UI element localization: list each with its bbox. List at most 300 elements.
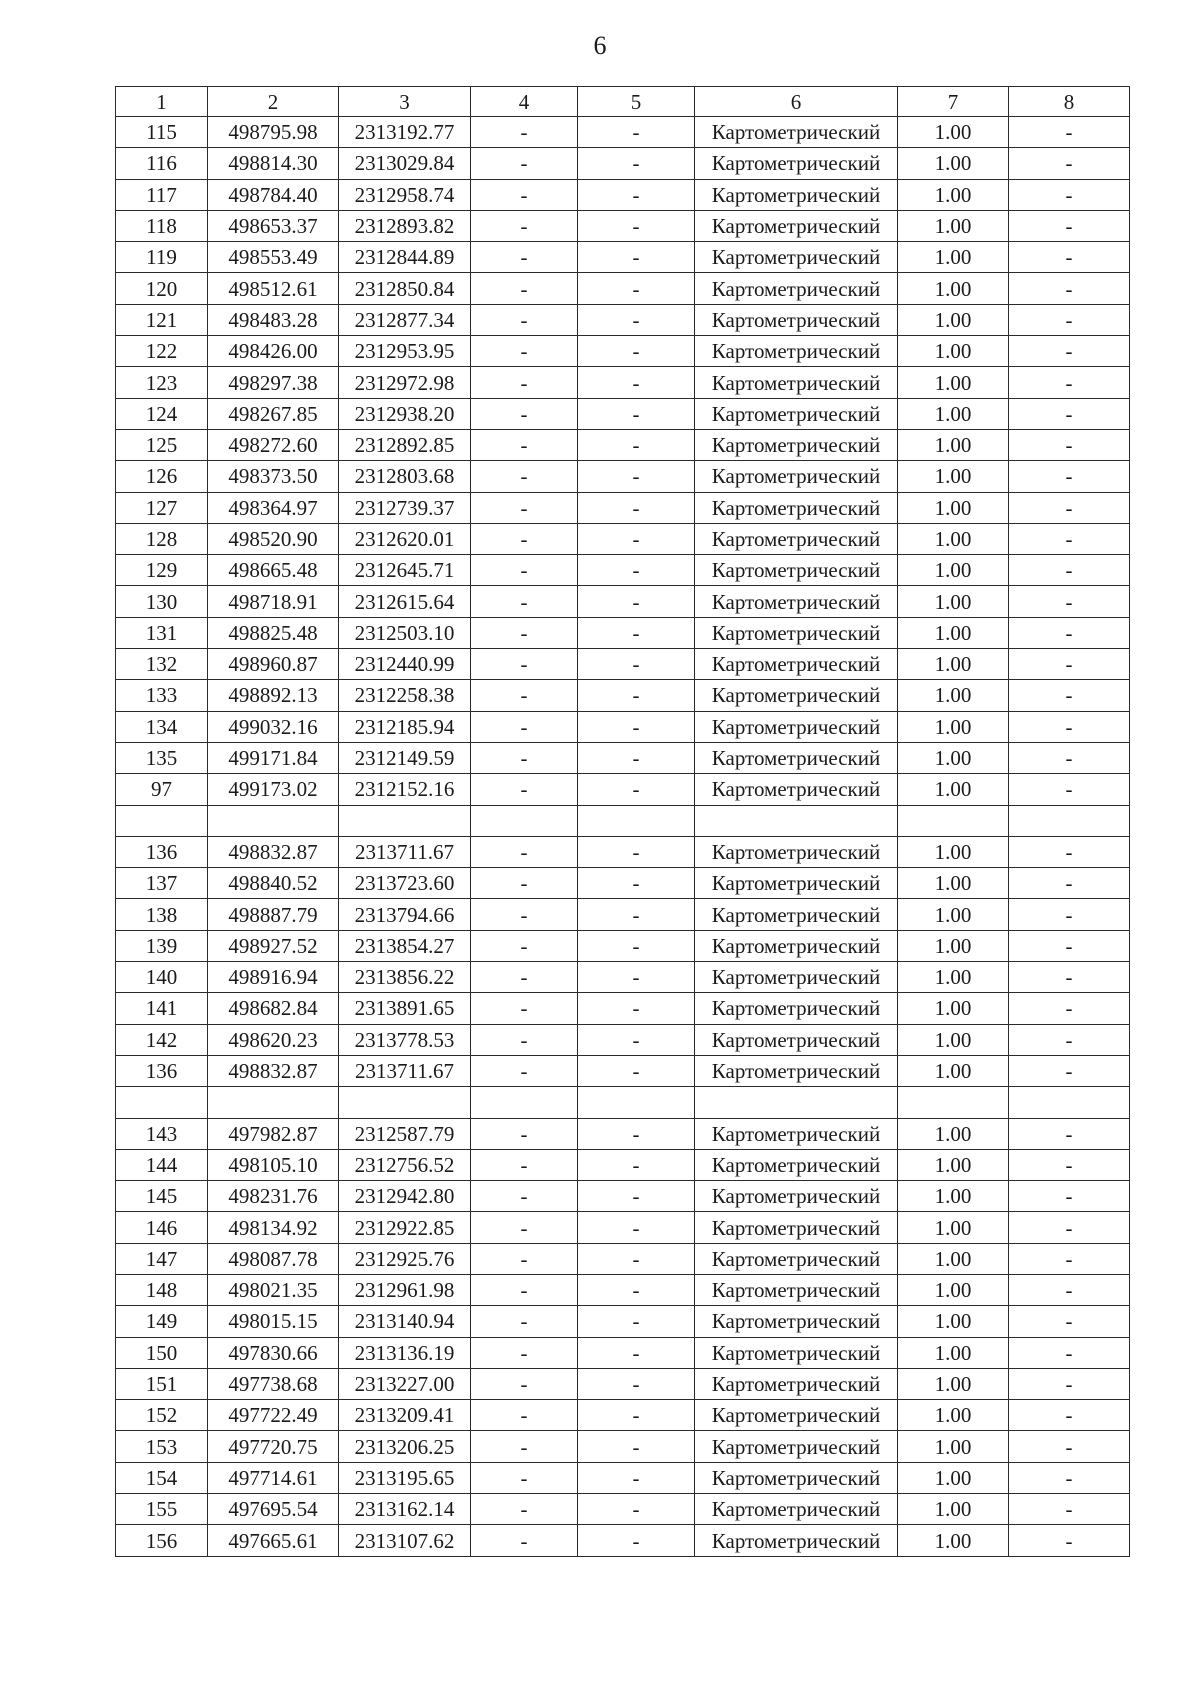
table-cell: 1.00 — [898, 1149, 1009, 1180]
table-cell: 118 — [116, 210, 208, 241]
table-cell: 1.00 — [898, 117, 1009, 148]
table-cell: Картометрический — [695, 617, 898, 648]
table-row — [116, 1024, 1130, 1055]
table-row — [116, 1337, 1130, 1368]
table-cell: 2312258.38 — [339, 680, 471, 711]
table-cell: - — [471, 742, 578, 773]
table-cell: - — [578, 1306, 695, 1337]
table-cell: - — [1009, 1494, 1130, 1525]
table-cell: 498553.49 — [208, 242, 339, 273]
table-cell: Картометрический — [695, 1118, 898, 1149]
table-row — [116, 210, 1130, 241]
table-cell: - — [578, 1431, 695, 1462]
table-cell: - — [471, 210, 578, 241]
column-header: 7 — [898, 87, 1009, 117]
table-cell — [695, 1087, 898, 1118]
table-cell: 2312645.71 — [339, 555, 471, 586]
table-cell: 137 — [116, 868, 208, 899]
table-cell: - — [471, 398, 578, 429]
table-cell: 132 — [116, 649, 208, 680]
table-cell: - — [1009, 1306, 1130, 1337]
table-row — [116, 962, 1130, 993]
table-cell: 2312893.82 — [339, 210, 471, 241]
table-cell: 2313162.14 — [339, 1494, 471, 1525]
table-cell: 2313891.65 — [339, 993, 471, 1024]
table-cell: 1.00 — [898, 1337, 1009, 1368]
table-row — [116, 1181, 1130, 1212]
table-cell: - — [1009, 1525, 1130, 1556]
table-cell: 136 — [116, 836, 208, 867]
table-cell: Картометрический — [695, 1462, 898, 1493]
table-cell: 498814.30 — [208, 148, 339, 179]
table-cell: Картометрический — [695, 1024, 898, 1055]
table-cell: - — [1009, 836, 1130, 867]
table-cell — [471, 805, 578, 836]
table-cell: - — [471, 1368, 578, 1399]
table-cell: 498426.00 — [208, 336, 339, 367]
table-cell: 2313209.41 — [339, 1400, 471, 1431]
table-cell: Картометрический — [695, 242, 898, 273]
table-cell: - — [1009, 930, 1130, 961]
table-cell: 155 — [116, 1494, 208, 1525]
table-cell: 2312756.52 — [339, 1149, 471, 1180]
table-row — [116, 367, 1130, 398]
table-cell: 151 — [116, 1368, 208, 1399]
table-cell: Картометрический — [695, 649, 898, 680]
table-cell: - — [471, 367, 578, 398]
table-cell: - — [471, 336, 578, 367]
table-cell: - — [471, 1149, 578, 1180]
table-cell: 498512.61 — [208, 273, 339, 304]
table-cell: 498297.38 — [208, 367, 339, 398]
table-cell: - — [1009, 1243, 1130, 1274]
table-cell: Картометрический — [695, 1368, 898, 1399]
table-cell: 156 — [116, 1525, 208, 1556]
table-cell: 123 — [116, 367, 208, 398]
table-cell: 1.00 — [898, 1181, 1009, 1212]
table-cell: 497738.68 — [208, 1368, 339, 1399]
table-row — [116, 461, 1130, 492]
table-cell: - — [578, 1525, 695, 1556]
table-row — [116, 555, 1130, 586]
table-cell: 115 — [116, 117, 208, 148]
table-cell: Картометрический — [695, 461, 898, 492]
table-cell: 498832.87 — [208, 1055, 339, 1086]
table-cell: 1.00 — [898, 1306, 1009, 1337]
table-cell: 1.00 — [898, 1212, 1009, 1243]
table-cell: 1.00 — [898, 617, 1009, 648]
table-cell: - — [578, 367, 695, 398]
table-cell: 142 — [116, 1024, 208, 1055]
table-cell: 2312844.89 — [339, 242, 471, 273]
table-row — [116, 1243, 1130, 1274]
table-body — [116, 117, 1130, 1557]
table-cell: 497714.61 — [208, 1462, 339, 1493]
table-cell: Картометрический — [695, 868, 898, 899]
table-cell: 498718.91 — [208, 586, 339, 617]
table-cell: 119 — [116, 242, 208, 273]
table-cell: - — [1009, 899, 1130, 930]
table-cell — [339, 805, 471, 836]
table-cell: Картометрический — [695, 304, 898, 335]
table-cell: 116 — [116, 148, 208, 179]
table-cell: - — [578, 1368, 695, 1399]
table-cell — [116, 805, 208, 836]
table-cell: 2312149.59 — [339, 742, 471, 773]
table-cell: 1.00 — [898, 179, 1009, 210]
table-cell: 2313136.19 — [339, 1337, 471, 1368]
table-cell: Картометрический — [695, 1525, 898, 1556]
table-cell: 141 — [116, 993, 208, 1024]
table-cell: - — [578, 242, 695, 273]
table-cell: 1.00 — [898, 930, 1009, 961]
table-cell: - — [1009, 586, 1130, 617]
table-cell: 1.00 — [898, 1368, 1009, 1399]
table-cell: Картометрический — [695, 429, 898, 460]
table-row — [116, 1431, 1130, 1462]
table-cell: - — [1009, 117, 1130, 148]
table-cell: 498887.79 — [208, 899, 339, 930]
table-cell — [208, 805, 339, 836]
table-cell: 1.00 — [898, 868, 1009, 899]
table-cell: 130 — [116, 586, 208, 617]
table-cell: - — [578, 179, 695, 210]
table-cell: - — [471, 148, 578, 179]
table-cell: - — [1009, 1181, 1130, 1212]
table-cell: 138 — [116, 899, 208, 930]
table-cell: 2312739.37 — [339, 492, 471, 523]
table-cell: 1.00 — [898, 899, 1009, 930]
table-cell: 1.00 — [898, 210, 1009, 241]
table-cell: 1.00 — [898, 1118, 1009, 1149]
table-cell: 124 — [116, 398, 208, 429]
table-cell: 2312877.34 — [339, 304, 471, 335]
table-cell: Картометрический — [695, 1181, 898, 1212]
table-cell: 498960.87 — [208, 649, 339, 680]
table-cell: - — [1009, 461, 1130, 492]
table-cell: - — [471, 962, 578, 993]
table-cell: 1.00 — [898, 523, 1009, 554]
table-row — [116, 993, 1130, 1024]
table-cell: 121 — [116, 304, 208, 335]
table-cell: 154 — [116, 1462, 208, 1493]
table-cell: 149 — [116, 1306, 208, 1337]
table-cell: - — [578, 304, 695, 335]
table-row — [116, 1149, 1130, 1180]
table-cell: - — [1009, 774, 1130, 805]
table-cell: - — [578, 1212, 695, 1243]
table-row — [116, 774, 1130, 805]
table-cell: 498620.23 — [208, 1024, 339, 1055]
table-cell: - — [471, 1243, 578, 1274]
table-cell: - — [578, 336, 695, 367]
table-cell: 1.00 — [898, 774, 1009, 805]
table-cell: 2313723.60 — [339, 868, 471, 899]
table-cell: - — [471, 1306, 578, 1337]
table-cell: 1.00 — [898, 1055, 1009, 1086]
table-cell: 1.00 — [898, 367, 1009, 398]
table-cell: 2313192.77 — [339, 117, 471, 148]
table-cell: Картометрический — [695, 210, 898, 241]
table-cell: - — [578, 1024, 695, 1055]
table-cell: - — [471, 1212, 578, 1243]
table-cell: - — [1009, 1055, 1130, 1086]
table-cell — [208, 1087, 339, 1118]
table-cell: 133 — [116, 680, 208, 711]
column-header: 6 — [695, 87, 898, 117]
table-cell: 1.00 — [898, 836, 1009, 867]
table-cell: - — [578, 617, 695, 648]
table-cell: 497830.66 — [208, 1337, 339, 1368]
table-cell — [578, 1087, 695, 1118]
table-cell: - — [578, 930, 695, 961]
table-cell: 2312922.85 — [339, 1212, 471, 1243]
table-cell: - — [471, 1400, 578, 1431]
table-cell — [898, 1087, 1009, 1118]
table-cell: - — [1009, 868, 1130, 899]
table-cell: Картометрический — [695, 962, 898, 993]
table-cell: - — [578, 1400, 695, 1431]
table-cell: 1.00 — [898, 398, 1009, 429]
table-cell: Картометрический — [695, 523, 898, 554]
table-cell: 146 — [116, 1212, 208, 1243]
table-cell — [116, 1087, 208, 1118]
table-row — [116, 1306, 1130, 1337]
table-cell: 1.00 — [898, 1274, 1009, 1305]
table-cell: - — [578, 1494, 695, 1525]
table-row — [116, 805, 1130, 836]
table-cell: 1.00 — [898, 273, 1009, 304]
table-cell: 1.00 — [898, 1431, 1009, 1462]
table-cell: - — [578, 680, 695, 711]
table-cell: Картометрический — [695, 273, 898, 304]
table-cell: - — [1009, 179, 1130, 210]
table-cell: Картометрический — [695, 179, 898, 210]
table-cell: 2313711.67 — [339, 836, 471, 867]
table-cell: - — [471, 1337, 578, 1368]
table-cell: 1.00 — [898, 461, 1009, 492]
table-cell: 2313029.84 — [339, 148, 471, 179]
table-cell: 134 — [116, 711, 208, 742]
table-cell: 97 — [116, 774, 208, 805]
column-header: 4 — [471, 87, 578, 117]
column-header: 2 — [208, 87, 339, 117]
table-cell: - — [1009, 1149, 1130, 1180]
table-row — [116, 680, 1130, 711]
table-cell: 2312938.20 — [339, 398, 471, 429]
table-cell: 498267.85 — [208, 398, 339, 429]
table-cell: 499171.84 — [208, 742, 339, 773]
table-row — [116, 336, 1130, 367]
table-cell: Картометрический — [695, 836, 898, 867]
table-row — [116, 868, 1130, 899]
table-cell: Картометрический — [695, 1243, 898, 1274]
table-cell: - — [1009, 210, 1130, 241]
table-cell: 2313778.53 — [339, 1024, 471, 1055]
table-cell: 126 — [116, 461, 208, 492]
table-cell — [695, 805, 898, 836]
table-cell: 1.00 — [898, 962, 1009, 993]
table-cell: - — [1009, 962, 1130, 993]
table-cell: 1.00 — [898, 242, 1009, 273]
table-cell: Картометрический — [695, 492, 898, 523]
table-cell: - — [471, 774, 578, 805]
table-cell: 1.00 — [898, 336, 1009, 367]
table-row — [116, 899, 1130, 930]
table-cell: 148 — [116, 1274, 208, 1305]
table-cell: - — [1009, 1337, 1130, 1368]
table-cell: - — [578, 429, 695, 460]
table-cell: - — [471, 930, 578, 961]
table-cell: - — [1009, 336, 1130, 367]
table-cell: - — [471, 117, 578, 148]
table-cell: 498682.84 — [208, 993, 339, 1024]
table-cell: Картометрический — [695, 1494, 898, 1525]
table-cell: Картометрический — [695, 1337, 898, 1368]
table-cell: - — [578, 461, 695, 492]
table-row — [116, 742, 1130, 773]
table-cell: - — [471, 492, 578, 523]
table-cell: - — [578, 117, 695, 148]
table-cell: - — [471, 304, 578, 335]
table-cell: - — [1009, 1368, 1130, 1399]
table-cell: 135 — [116, 742, 208, 773]
table-cell: 145 — [116, 1181, 208, 1212]
table-cell: 2312587.79 — [339, 1118, 471, 1149]
table-cell: - — [471, 1462, 578, 1493]
table-cell: - — [1009, 1431, 1130, 1462]
table-cell: 498653.37 — [208, 210, 339, 241]
table-cell: - — [471, 273, 578, 304]
table-cell: - — [471, 899, 578, 930]
table-cell: - — [471, 617, 578, 648]
table-cell: 2312925.76 — [339, 1243, 471, 1274]
table-cell: - — [578, 148, 695, 179]
table-cell: 498665.48 — [208, 555, 339, 586]
table-cell: - — [1009, 398, 1130, 429]
table-cell: - — [578, 1274, 695, 1305]
table-row — [116, 523, 1130, 554]
table-cell: - — [471, 1118, 578, 1149]
table-cell: - — [1009, 1274, 1130, 1305]
table-cell: 1.00 — [898, 148, 1009, 179]
table-cell: - — [471, 523, 578, 554]
table-cell: - — [471, 680, 578, 711]
table-cell: - — [1009, 429, 1130, 460]
table-cell: - — [578, 962, 695, 993]
table-cell: 497665.61 — [208, 1525, 339, 1556]
table-row — [116, 1055, 1130, 1086]
table-cell: - — [1009, 555, 1130, 586]
table-cell: 1.00 — [898, 555, 1009, 586]
table-cell: - — [578, 836, 695, 867]
column-header: 5 — [578, 87, 695, 117]
table-cell: - — [578, 1462, 695, 1493]
table-cell: 2312620.01 — [339, 523, 471, 554]
table-cell: 498832.87 — [208, 836, 339, 867]
table-cell: 2312803.68 — [339, 461, 471, 492]
table-cell: - — [471, 429, 578, 460]
table-cell: - — [1009, 492, 1130, 523]
table-row — [116, 1494, 1130, 1525]
table-row — [116, 429, 1130, 460]
table-cell: - — [471, 586, 578, 617]
table-cell: 498916.94 — [208, 962, 339, 993]
table-cell: - — [1009, 680, 1130, 711]
table-cell: 499032.16 — [208, 711, 339, 742]
coordinates-table — [115, 86, 1130, 1557]
table-cell: 1.00 — [898, 1525, 1009, 1556]
table-cell: - — [1009, 273, 1130, 304]
table-row — [116, 1462, 1130, 1493]
table-cell: Картометрический — [695, 367, 898, 398]
table-cell: 1.00 — [898, 1462, 1009, 1493]
table-cell: 1.00 — [898, 1494, 1009, 1525]
table-cell: - — [471, 555, 578, 586]
table-cell: 1.00 — [898, 711, 1009, 742]
table-cell: 498021.35 — [208, 1274, 339, 1305]
table-cell: 1.00 — [898, 649, 1009, 680]
table-cell: Картометрический — [695, 1306, 898, 1337]
table-cell: 1.00 — [898, 680, 1009, 711]
table-cell: 2312953.95 — [339, 336, 471, 367]
table-cell: 2313856.22 — [339, 962, 471, 993]
table-cell: - — [578, 586, 695, 617]
table-row — [116, 1274, 1130, 1305]
table-row — [116, 1368, 1130, 1399]
table-cell: 1.00 — [898, 1400, 1009, 1431]
table-cell: 1.00 — [898, 1243, 1009, 1274]
table-cell: - — [471, 868, 578, 899]
table-cell: - — [578, 273, 695, 304]
table-row — [116, 148, 1130, 179]
table-cell — [339, 1087, 471, 1118]
table-row — [116, 649, 1130, 680]
table-cell: 498105.10 — [208, 1149, 339, 1180]
table-cell: 498483.28 — [208, 304, 339, 335]
table-cell: - — [471, 1494, 578, 1525]
table-cell: - — [578, 398, 695, 429]
table-cell: 2313227.00 — [339, 1368, 471, 1399]
table-cell: 497720.75 — [208, 1431, 339, 1462]
table-cell: Картометрический — [695, 899, 898, 930]
table-cell: - — [578, 649, 695, 680]
table-cell: - — [1009, 1024, 1130, 1055]
table-cell: 117 — [116, 179, 208, 210]
table-cell: Картометрический — [695, 586, 898, 617]
table-cell: 144 — [116, 1149, 208, 1180]
table-cell: Картометрический — [695, 148, 898, 179]
table-row — [116, 836, 1130, 867]
table-cell: 129 — [116, 555, 208, 586]
table-cell: 498784.40 — [208, 179, 339, 210]
table-cell: - — [1009, 742, 1130, 773]
table-cell: - — [578, 210, 695, 241]
table-cell: 498892.13 — [208, 680, 339, 711]
table-cell: - — [578, 742, 695, 773]
table-cell: 498840.52 — [208, 868, 339, 899]
table-cell: 120 — [116, 273, 208, 304]
table-cell: 497722.49 — [208, 1400, 339, 1431]
page-number: 6 — [593, 31, 607, 60]
table-header-row — [116, 87, 1130, 117]
table-row — [116, 1400, 1130, 1431]
table-cell: 143 — [116, 1118, 208, 1149]
table-row — [116, 1212, 1130, 1243]
table-cell: - — [471, 1525, 578, 1556]
table-cell: - — [1009, 523, 1130, 554]
table-row — [116, 930, 1130, 961]
